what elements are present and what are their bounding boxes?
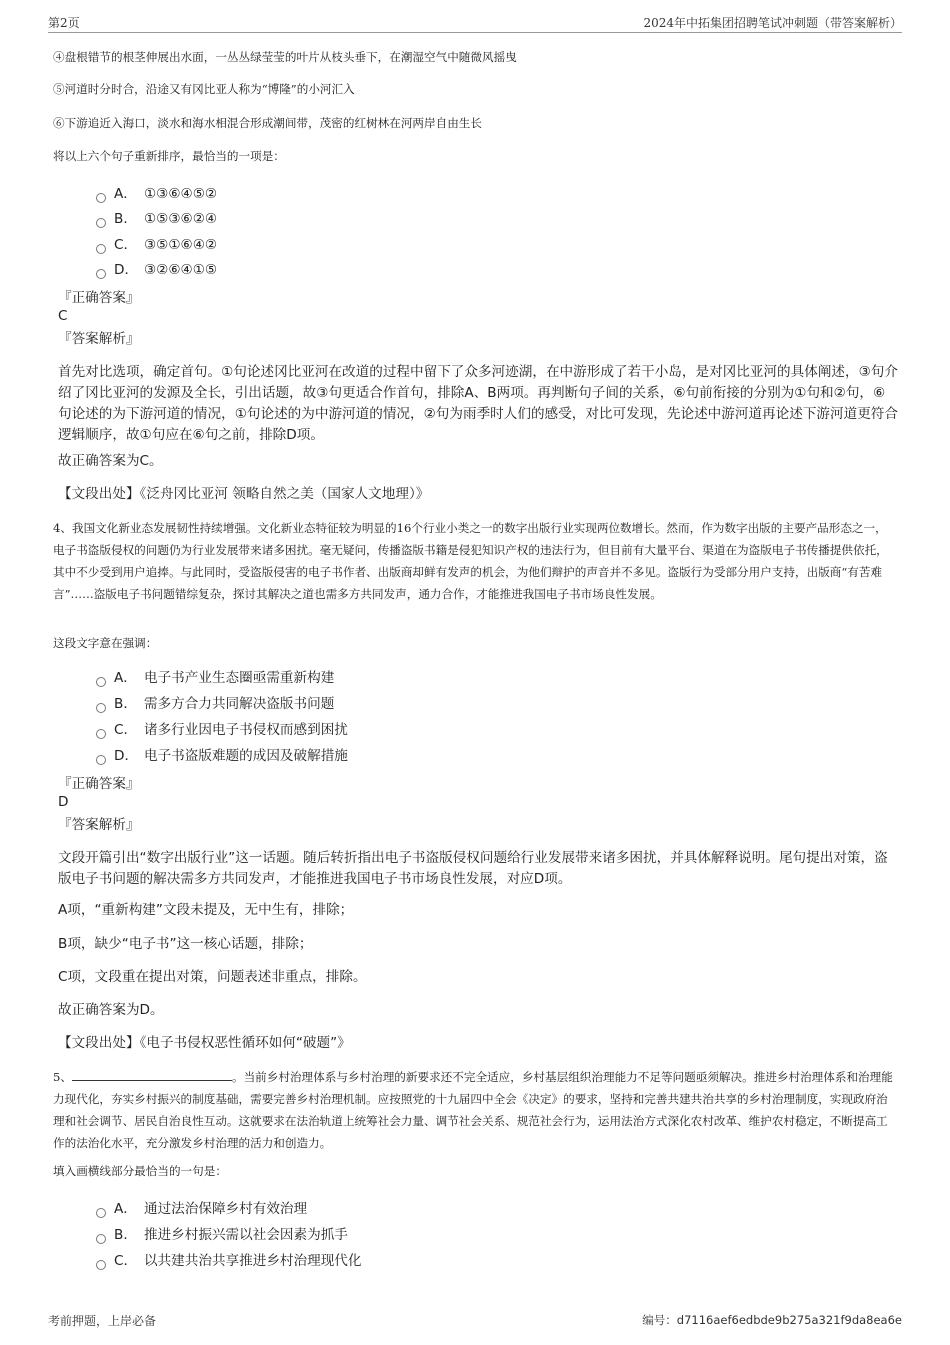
q3-analysis-label: 『答案解析』 [58,331,140,347]
q4-source: 【文段出处】《电子书侵权恶性循环如何“破题”》 [58,1035,351,1051]
q5-option-b[interactable]: B． 推进乡村振兴需以社会因素为抓手 [96,1226,348,1244]
q3-sentence-6: ⑥下游追近入海口，淡水和海水相混合形成潮间带，茂密的红树林在河两岸自由生长 [53,116,482,130]
q3-option-c[interactable]: C． ③⑤①⑥④② [96,236,217,254]
radio-icon[interactable] [96,729,106,739]
q5-option-c[interactable]: C． 以共建共治共享推进乡村治理现代化 [96,1252,362,1270]
q3-option-d[interactable]: D． ③②⑥④①⑤ [96,261,217,279]
q3-sentence-4: ④盘根错节的根茎伸展出水面，一丛丛绿莹莹的叶片从枝头垂下，在潮湿空气中随微风摇曳 [53,50,517,64]
radio-icon[interactable] [96,1234,106,1244]
fill-blank [72,1068,232,1081]
q3-source: 【文段出处】《泛舟冈比亚河 领略自然之美（国家人文地理）》 [58,486,430,502]
radio-icon[interactable] [96,1260,106,1270]
q5-prompt: 填入画横线部分最恰当的一句是： [53,1164,227,1178]
radio-icon[interactable] [96,244,106,254]
q4-answer: D [58,794,69,810]
q3-option-b[interactable]: B． ①⑤③⑥②④ [96,210,217,228]
q4-analysis: 文段开篇引出“数字出版行业”这一话题。随后转折指出电子书盗版侵权问题给行业发展带来诸多困扰，并具体解释说明。尾句提出对策，盗版电子书问题的解决需多方共同发声，才能推进我国电子书市场良性发展，对应D项。 [58,850,888,887]
footer-slogan: 考前押题，上岸必备 [48,1314,157,1328]
page-header [48,14,902,33]
q4-answer-label: 『正确答案』 [58,776,140,792]
radio-icon[interactable] [96,755,106,765]
q4-elimination-c: C项，文段重在提出对策，问题表述非重点，排除。 [58,969,367,985]
q4-option-b[interactable]: B． 需多方合力共同解决盗版书问题 [96,695,334,713]
q3-answer: C [58,308,68,324]
q3-sentence-5: ⑤河道时分时合，沿途又有冈比亚人称为“博隆”的小河汇入 [53,82,355,96]
q4-conclusion: 故正确答案为D。 [58,1002,164,1018]
radio-icon[interactable] [96,703,106,713]
q4-option-d[interactable]: D． 电子书盗版难题的成因及破解措施 [96,747,348,765]
code-label: 编号： [642,1313,677,1327]
code-value: d7116aef6edbde9b275a321f9da8ea6e [676,1313,902,1327]
q5-option-a[interactable]: A． 通过法治保障乡村有效治理 [96,1200,307,1218]
q4-prompt: 这段文字意在强调： [53,636,158,650]
q4-option-a[interactable]: A． 电子书产业生态圈亟需重新构建 [96,669,334,687]
radio-icon[interactable] [96,677,106,687]
q4-elimination-a: A项，“重新构建”文段未提及，无中生有，排除； [58,902,354,918]
q4-option-c[interactable]: C． 诸多行业因电子书侵权而感到困扰 [96,721,348,739]
q3-analysis: 首先对比选项，确定首句。①句论述冈比亚河在改道的过程中留下了众多河迹湖，在中游形成了若干小岛，是对冈比亚河的具体阐述，③句介绍了冈比亚河的发源及全长，引出话题，故③句更适合作首句，排除A、B两项。再判断句子间的关系，⑥句前衔接的分别为①句和②句，⑥句论述的为下游河道的情况，①句论述的为中游河道的情况，②句为雨季时人们的感受，对比可发现，先论述中游河道再论述下游河道更符合逻辑顺序，故①句应在⑥句之前，排除D项。 [58,364,898,443]
document-title: 2024年中拓集团招聘笔试冲刺题（带答案解析） [643,16,902,30]
radio-icon[interactable] [96,218,106,228]
q3-option-a[interactable]: A． ①③⑥④⑤② [96,185,217,203]
q3-answer-label: 『正确答案』 [58,290,140,306]
page-number: 第2页 [48,16,80,30]
q3-prompt: 将以上六个句子重新排序，最恰当的一项是： [53,149,285,163]
footer-code [642,1312,902,1328]
q5-passage-text: 。当前乡村治理体系与乡村治理的新要求还不完全适应，乡村基层组织治理能力不足等问题亟须解决。推进乡村治理体系和治理能力现代化，夯实乡村振兴的制度基础，需要完善乡村治理机制。应按照党的十九届四中全会《决定》的要求，坚持和完善共建共治共享的乡村治理制度，实现政府治理和社会调节、居民自治良性互动。这就要求在法治轨道上统筹社会力量、调节社会关系、规范社会行为，运用法治方式深化农村改革、维护农村稳定，不断提高工作的法治化水平，充分激发乡村治理的活力和创造力。 [53,1070,893,1150]
q3-conclusion: 故正确答案为C。 [58,453,163,469]
radio-icon[interactable] [96,193,106,203]
q5-number: 5、 [53,1070,72,1084]
q4-analysis-label: 『答案解析』 [58,817,140,833]
q4-elimination-b: B项，缺少“电子书”这一核心话题，排除； [58,936,313,952]
radio-icon[interactable] [96,269,106,279]
q5-passage [53,1066,898,1154]
radio-icon[interactable] [96,1208,106,1218]
q4-passage: 4、我国文化新业态发展韧性持续增强。文化新业态特征较为明显的16个行业小类之一的数字出版行业实现两位数增长。然而，作为数字出版的主要产品形态之一，电子书盗版侵权的问题仍为行业发展带来诸多困扰。毫无疑问，传播盗版书籍是侵犯知识产权的违法行为，但目前有大量平台、渠道在为盗版电子书传播提供依托，其中不少受到用户追捧。与此同时，受盗版侵害的电子书作者、出版商却鲜有发声的机会，为他们辩护的声音并不多见。盗版行为受部分用户支持，出版商“有苦难言”……盗版电子书问题错综复杂，探讨其解决之道也需多方共同发声，通力合作，才能推进我国电子书市场良性发展。 [53,521,888,601]
